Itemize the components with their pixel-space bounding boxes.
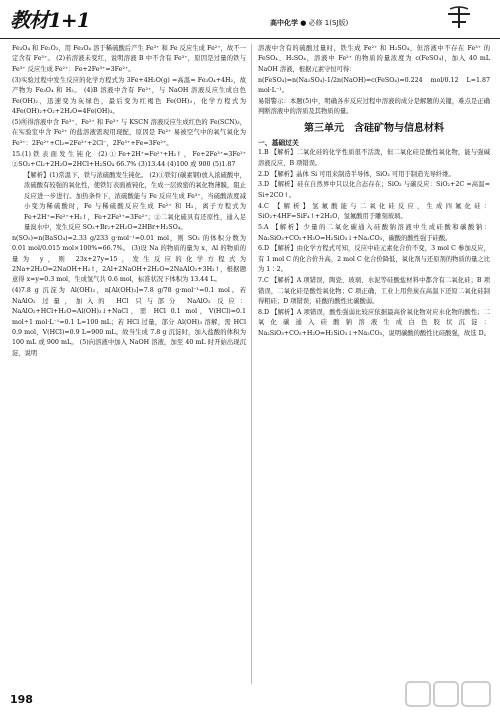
left-paragraph-3: (5)所得溶液中含 Fe³⁺、Fe²⁺ 和 Fe³⁺ 与 KSCN 溶液反应生成红色的 Fe(SCN)₃，在实验室中含 Fe²⁺ 的盐溶液需现用现配，原因是 Fe²⁺ 易被空气中的氧气氧化为 Fe³⁺：2Fe²⁺+Cl₂=2Fe³⁺+2Cl⁻，2Fe³⁺+Fe=3Fe²⁺。 [12,118,246,147]
left-paragraph-1: Fe₃O₄ 和 Fe₂O₃，用 Fe₃O₄ 溶于稀硫酸后产生 Fe³⁺ 和 Fe 反应生成 Fe²⁺，故不一定含有 Fe³⁺。 (2)若溶液未变红，说明溶液 B 中不含有 Fe³⁺，原因是过量的铁与 Fe³⁺ 反应生成 Fe²⁺：Fe+2Fe³⁺=3Fe²⁺。 [12,45,246,73]
answer-item-8: 8.D 【解析】A 项错误，酸性强弱比较应依据最高价氧化物对应水化物的酸性；二氧化碳通入硅酸钠溶液生成白色胶状沉淀：Na₂SiO₃+CO₂+H₂O=H₂SiO₃↓+Na₂CO₃，说明碳酸的酸性比硅酸强，故选 D。 [258,308,490,337]
answer-item-6: 6.D 【解析】由化学方程式可知，反应中硅元素化合价不变，3 mol C 参加反应，有 1 mol C 的化合价升高，2 mol C 化合价降低，氧化剂与还原剂的物质的量之比为 1∶2。 [258,245,490,274]
left-paragraph-7: (4)7.8 g 沉淀为 Al(OH)₃，n[Al(OH)₃]=7.8 g/78 g·mol⁻¹=0.1 mol。若 NaAlO₂ 过量，加入的 HCl 只与部分 NaAlO₂ 反应：NaAlO₂+HCl+H₂O=Al(OH)₃↓+NaCl，需 HCl 0.1 mol，V(HCl)=0.1 mol÷1 mol·L⁻¹=0.1 L=100 mL；若 HCl 过量，部分 Al(OH)₃ 溶解，需 HCl 0.9 mol，V(HCl)=0.9 L=900 mL。故当生成 7.8 g 沉淀时，加入盐酸的体积为 100 mL 或 900 mL。 (5)向溶液中加入 NaOH 溶液，加至 40 mL 时开始出现沉淀，说明 [12,287,246,357]
right-paragraph-1: 溶液中含有的硫酸过量时，铁生成 Fe²⁺ 和 H₂SO₄，但溶液中不存在 Fe³⁺ 的 FeSO₄、H₂SO₄，溶液中 Fe²⁺ 的物质的量浓度为 c(FeSO₄)，加入 40 mL NaOH 溶液，根据元素守恒可得： [258,45,490,73]
left-paragraph-6: n(SO₂)=n(BaSO₄)=2.33 g/233 g·mol⁻¹=0.01 mol，则 SO₂ 的体积分数为 0.01 mol/0.015 mol×100%=66.7%。 (3)设 Na 的物质的量为 x，Al 的物质的量为 y，则 23x+27y=15，发生反应的化学方程式为 2Na+2H₂O=2NaOH+H₂↑，2Al+2NaOH+2H₂O=2NaAlO₂+3H₂↑，根据题意得 x=y=0.3 mol，生成氢气共 0.6 mol，标准状况下体积为 13.44 L。 [12,234,246,284]
header-book-info [270,18,348,28]
tip-warning: 易错警示：本题(5)中，明确各步反应过程中溶液的成分是解题的关键，难点是正确判断溶液中的溶质及其物质的量。 [258,98,490,116]
answer-item-5: 5.A 【解析】少量的二氧化碳通入硅酸钠溶液中生成硅酸和碳酸钠：Na₂SiO₃+CO₂+H₂O=H₂SiO₃↓+Na₂CO₃，碳酸的酸性强于硅酸。 [258,224,490,242]
watermark-logo-icon [404,678,494,712]
right-paragraph-2: n(FeSO₄)=n(Na₂SO₄)-1/2n(NaOH)=c(FeSO₄)=0.224 mol/0.12 L≈1.87 mol·L⁻¹。 [258,76,490,95]
answer-item-1: 1.B 【解析】二氧化硅的化学性质很不活泼，但二氧化硅是酸性氧化物，能与强碱溶液反应，B 项错误。 [258,149,490,167]
left-paragraph-2: (3)实验过程中发生反应的化学方程式为 3Fe+4H₂O(g) =高温= Fe₃O₄+4H₂，故产物为 Fe₃O₄ 和 H₂。 (4)B 溶液中含有 Fe²⁺，与 NaOH 溶液反应生成白色 Fe(OH)₂，迅速变为灰绿色，最后变为红褐色 Fe(OH)₃，化学方程式为 4Fe(OH)₂+O₂+2H₂O=4Fe(OH)₃。 [12,76,246,115]
right-column [258,44,490,704]
answer-15-explanation: 【解析】(1)常温下，铁与浓硫酸发生钝化。 (2)①铁钉(碳素钢)放入浓硫酸中，浓硫酸有较强的氧化性，使铁钉表面被钝化，生成一层致密的氧化物薄膜，阻止反应进一步进行。加热条件下，浓硫酸能与 Fe 反应生成 Fe³⁺，当硫酸浓度减小变为稀硫酸时，Fe 与稀硫酸反应生成 Fe²⁺ 和 H₂，离子方程式为 Fe+2H⁺=Fe²⁺+H₂↑，Fe+2Fe³⁺=3Fe²⁺；②二氧化硫具有还原性，通入足量溴水中，发生反应 SO₂+Br₂+2H₂O=2HBr+H₂SO₄。 [24,171,246,231]
answer-item-2: 2.D 【解析】晶体 Si 可用来制造半导体，SiO₂ 可用于制造光导纤维。 [258,170,455,178]
section-heading: 一、基础过关 [258,138,299,147]
left-column [12,44,246,704]
answer-item-7: 7.C 【解析】A 项错误，陶瓷、玻璃、水泥等硅酸盐材料中都含有二氧化硅；B 项错误，二氧化硅是酸性氧化物；C 项正确，工业上用焦炭在高温下还原二氧化硅制得粗硅；D 项错误，硅酸的酸性比碳酸弱。 [258,277,490,305]
brand-logo-text: 教材1+1 [10,8,90,32]
subject-level: 高中化学 [270,19,298,27]
page-number: 198 [10,693,33,706]
unit-title: 第三单元 含硅矿物与信息材料 [304,122,444,134]
answer-item-4: 4.C 【解析】氢氟酸能与二氧化硅反应，生成四氟化硅：SiO₂+4HF=SiF₄↑+2H₂O，氢氟酸用于雕刻玻璃。 [258,202,490,221]
page-header [0,0,500,40]
edition-label: 必修 1(SJ版) [308,19,349,27]
header-rule [0,38,500,39]
bullet-icon: ● [300,19,309,27]
answer-15: 15.(1)铁表面发生钝化 (2)①Fe+2H⁺=Fe²⁺+H₂↑，Fe+2Fe³⁺=3Fe²⁺ ②SO₂+Cl₂+2H₂O=2HCl+H₂SO₄ 66.7% (3)13.44 (4)100 或 900 (5)1.87 [12,150,246,168]
answer-item-3: 3.D 【解析】硅在自然界中只以化合态存在；SiO₂ 与碳反应：SiO₂+2C =高温= Si+2CO↑。 [258,181,490,199]
publisher-emblem-icon [446,4,472,30]
column-divider [251,44,252,684]
